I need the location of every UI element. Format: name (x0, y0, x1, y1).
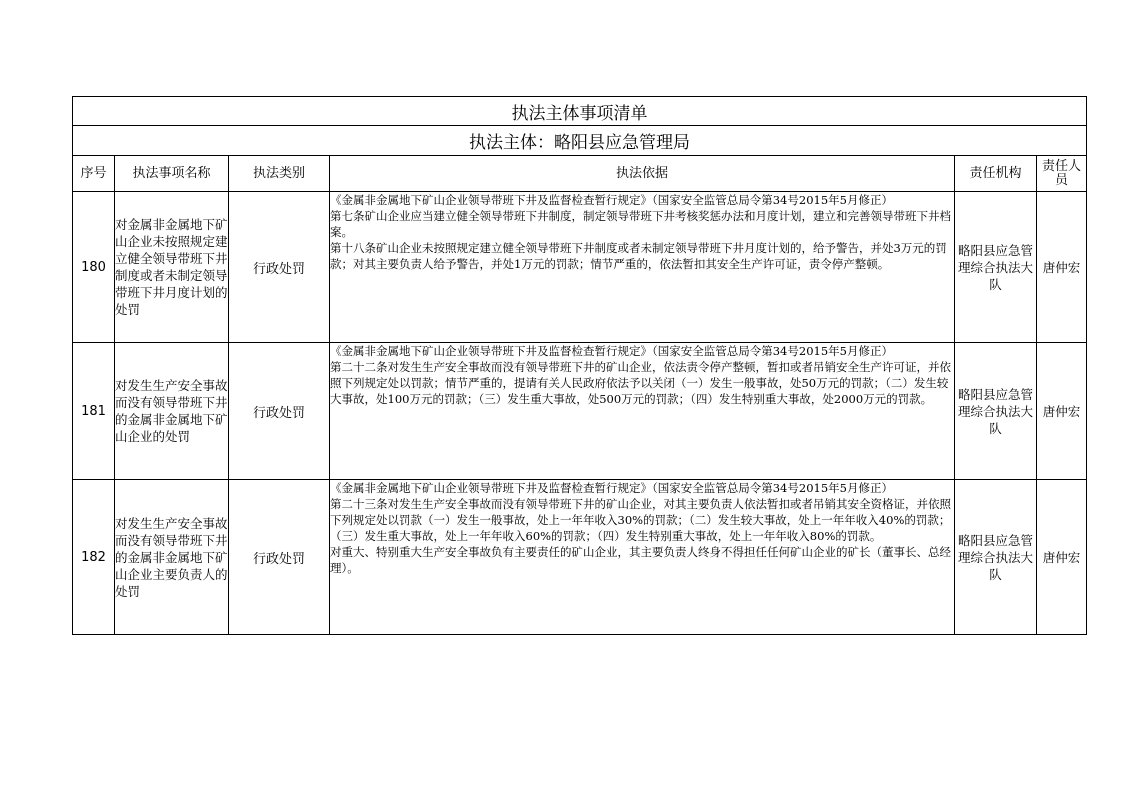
row-category: 行政处罚 (229, 192, 330, 343)
table-row (73, 192, 1087, 343)
row-item-name: 对发生生产安全事故而没有领导带班下井的金属非金属地下矿山企业的处罚 (115, 343, 229, 480)
header-category: 执法类别 (229, 156, 330, 192)
basis-paragraph: 第七条矿山企业应当建立健全领导带班下井制度，制定领导带班下井考核奖惩办法和月度计划，建立和完善领导带班下井档案。 (330, 209, 951, 239)
row-org: 略阳县应急管理综合执法大队 (955, 192, 1037, 343)
row-item-name: 对发生生产安全事故而没有领导带班下井的金属非金属地下矿山企业主要负责人的处罚 (115, 480, 229, 635)
header-basis: 执法依据 (330, 156, 955, 192)
header-org: 责任机构 (955, 156, 1037, 192)
basis-paragraph: 第二十二条对发生生产安全事故而没有领导带班下井的矿山企业，依法责令停产整顿，暂扣或者吊销安全生产许可证，并依照下列规定处以罚款；情节严重的，提请有关人民政府依法予以关闭（一）发生一般事故，处50万元的罚款；（二）发生较大事故，处100万元的罚款；（三）发生重大事故，处500万元的罚款；（四）发生特别重大事故，处2000万元的罚款。 (330, 360, 951, 406)
row-basis (330, 480, 955, 635)
row-seq: 180 (73, 192, 115, 343)
basis-paragraph: 《金属非金属地下矿山企业领导带班下井及监督检查暂行规定》（国家安全监管总局令第34号2015年5月修正） (330, 193, 893, 207)
row-org: 略阳县应急管理综合执法大队 (955, 343, 1037, 480)
row-basis (330, 343, 955, 480)
header-person: 责任人员 (1037, 156, 1087, 192)
basis-paragraph: 第二十三条对发生生产安全事故而没有领导带班下井的矿山企业，对其主要负责人依法暂扣或者吊销其安全资格证，并依照下列规定处以罚款（一）发生一般事故，处上一年年收入30%的罚款；（二）发生较大事故，处上一年年收入40%的罚款；（三）发生重大事故，处上一年年收入60%的罚款；（四）发生特别重大事故，处上一年年收入80%的罚款。 (330, 497, 951, 543)
row-person: 唐仲宏 (1037, 343, 1087, 480)
basis-paragraph: 《金属非金属地下矿山企业领导带班下井及监督检查暂行规定》（国家安全监管总局令第34号2015年5月修正） (330, 344, 893, 358)
row-seq: 182 (73, 480, 115, 635)
row-seq: 181 (73, 343, 115, 480)
basis-paragraph: 对重大、特别重大生产安全事故负有主要责任的矿山企业，其主要负责人终身不得担任任何矿山企业的矿长（董事长、总经理）。 (330, 545, 951, 575)
page-title: 执法主体事项清单 (73, 97, 1087, 126)
row-org: 略阳县应急管理综合执法大队 (955, 480, 1037, 635)
basis-paragraph: 第十八条矿山企业未按照规定建立健全领导带班下井制度或者未制定领导带班下井月度计划的，给予警告，并处3万元的罚款；对其主要负责人给予警告，并处1万元的罚款；情节严重的，依法暂扣其安全生产许可证，责令停产整顿。 (330, 241, 947, 271)
row-person: 唐仲宏 (1037, 192, 1087, 343)
row-basis (330, 192, 955, 343)
basis-paragraph: 《金属非金属地下矿山企业领导带班下井及监督检查暂行规定》（国家安全监管总局令第34号2015年5月修正） (330, 481, 893, 495)
table-row (73, 480, 1087, 635)
table-header-row (73, 156, 1087, 192)
table-row (73, 343, 1087, 480)
page-subtitle: 执法主体：略阳县应急管理局 (73, 126, 1087, 156)
header-name: 执法事项名称 (115, 156, 229, 192)
row-category: 行政处罚 (229, 343, 330, 480)
row-item-name: 对金属非金属地下矿山企业未按照规定建立健全领导带班下井制度或者未制定领导带班下井月度计划的处罚 (115, 192, 229, 343)
row-person: 唐仲宏 (1037, 480, 1087, 635)
header-seq: 序号 (73, 156, 115, 192)
row-category: 行政处罚 (229, 480, 330, 635)
enforcement-table (72, 96, 1087, 635)
